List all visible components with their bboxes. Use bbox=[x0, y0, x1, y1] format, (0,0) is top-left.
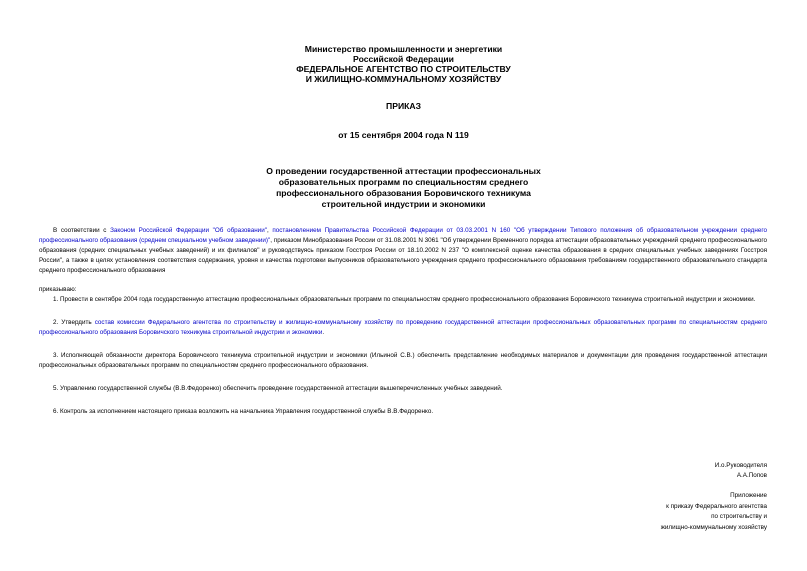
law-link[interactable]: Законом Российской Федерации "Об образовании" bbox=[110, 227, 267, 234]
agency-line: ФЕДЕРАЛЬНОЕ АГЕНТСТВО ПО СТРОИТЕЛЬСТВУ bbox=[296, 64, 511, 74]
subject-line: О проведении государственной аттестации профессиональных bbox=[266, 166, 541, 176]
issuer-header bbox=[0, 44, 807, 84]
resolution-link[interactable]: постановлением Правительства Российской Федерации от 03.03.2001 N 160 "Об утверждении Типового положения об образовательном учреждении среднего профессионального образования (среднем специальном учебном заведении)" bbox=[39, 227, 767, 244]
commission-link[interactable]: состав комиссии Федерального агентства по строительству и жилищно-коммунальному хозяйству по проведению государственной аттестации профессиональных образовательных программ по специальностям среднего профессионального образования Боровичского техникума строительной индустрии и экономики bbox=[39, 319, 768, 336]
signer-name: А.А.Попов bbox=[736, 472, 767, 479]
document-body bbox=[39, 226, 767, 417]
signer-position: И.о.Руководителя bbox=[714, 462, 767, 469]
order-item-6: 6. Контроль за исполнением настоящего приказа возложить на начальника Управления государственной службы В.В.Федоренко. bbox=[53, 408, 434, 415]
country-line: Российской Федерации bbox=[353, 54, 454, 64]
appendix-ref: жилищно-коммунальному хозяйству bbox=[660, 523, 767, 531]
order-item-2-suffix: . bbox=[322, 329, 325, 336]
orders-label: приказываю: bbox=[39, 286, 77, 293]
order-item-2 bbox=[39, 318, 767, 338]
order-item-5: 5. Управлению государственной службы (В.В.Федоренко) обеспечить проведение государственной аттестации вышеперечисленных учебных заведений. bbox=[53, 385, 503, 392]
appendix-ref: к приказу Федерального агентства bbox=[666, 502, 767, 510]
preamble-text: , bbox=[266, 227, 273, 234]
preamble-text: , приказом Минобразования России от 31.08.2001 N 3061 "Об утверждении Временного порядка аттестации образовательных учреждений среднего профессионального образования (средних специальных учебных заведений) и их филиалов" и руководствуясь приказом Госстроя России от 18.10.2002 N 237 "О комплексной оценке качества образования в средних специальных учебных заведениях Госстроя России", а также в целях установления соответствия содержания, уровня и качества подготовки выпускников образовательного учреждения среднего профессионального образования требованиям государственного образовательного стандарта среднего профессионального образования bbox=[39, 237, 767, 274]
agency-line-2: И ЖИЛИЩНО-КОММУНАЛЬНОМУ ХОЗЯЙСТВУ bbox=[305, 74, 502, 84]
document-date-number: от 15 сентября 2004 года N 119 bbox=[338, 130, 469, 140]
preamble-text: В соответствии с bbox=[53, 227, 111, 234]
appendix-block bbox=[661, 491, 767, 533]
appendix-title: Приложение bbox=[730, 492, 767, 499]
document-type: ПРИКАЗ bbox=[386, 101, 421, 111]
appendix-ref: по строительству и bbox=[711, 513, 767, 520]
ministry-line: Министерство промышленности и энергетики bbox=[304, 44, 503, 54]
order-item-3: 3. Исполняющей обязанности директора Боровичского техникума строительной индустрии и экономики (Ильиной С.В.) обеспечить представление необходимых материалов и документации для проведения государственной аттестации профессиональных образовательных программ по специальностям среднего профессионального образования. bbox=[39, 352, 767, 369]
document-subject bbox=[0, 166, 807, 210]
signature-block bbox=[715, 461, 767, 481]
subject-line: профессионального образования Боровичского техникума bbox=[276, 188, 531, 198]
order-item-2-prefix: 2. Утвердить bbox=[53, 319, 95, 326]
subject-line: строительной индустрии и экономики bbox=[321, 199, 486, 209]
preamble-paragraph bbox=[39, 226, 767, 276]
order-item-1: 1. Провести в сентябре 2004 года государственную аттестацию профессиональных образовательных программ по специальностям среднего профессионального образования Боровичского техникума строительной индустрии и экономики. bbox=[53, 296, 756, 303]
subject-line: образовательных программ по специальностям среднего bbox=[278, 177, 529, 187]
